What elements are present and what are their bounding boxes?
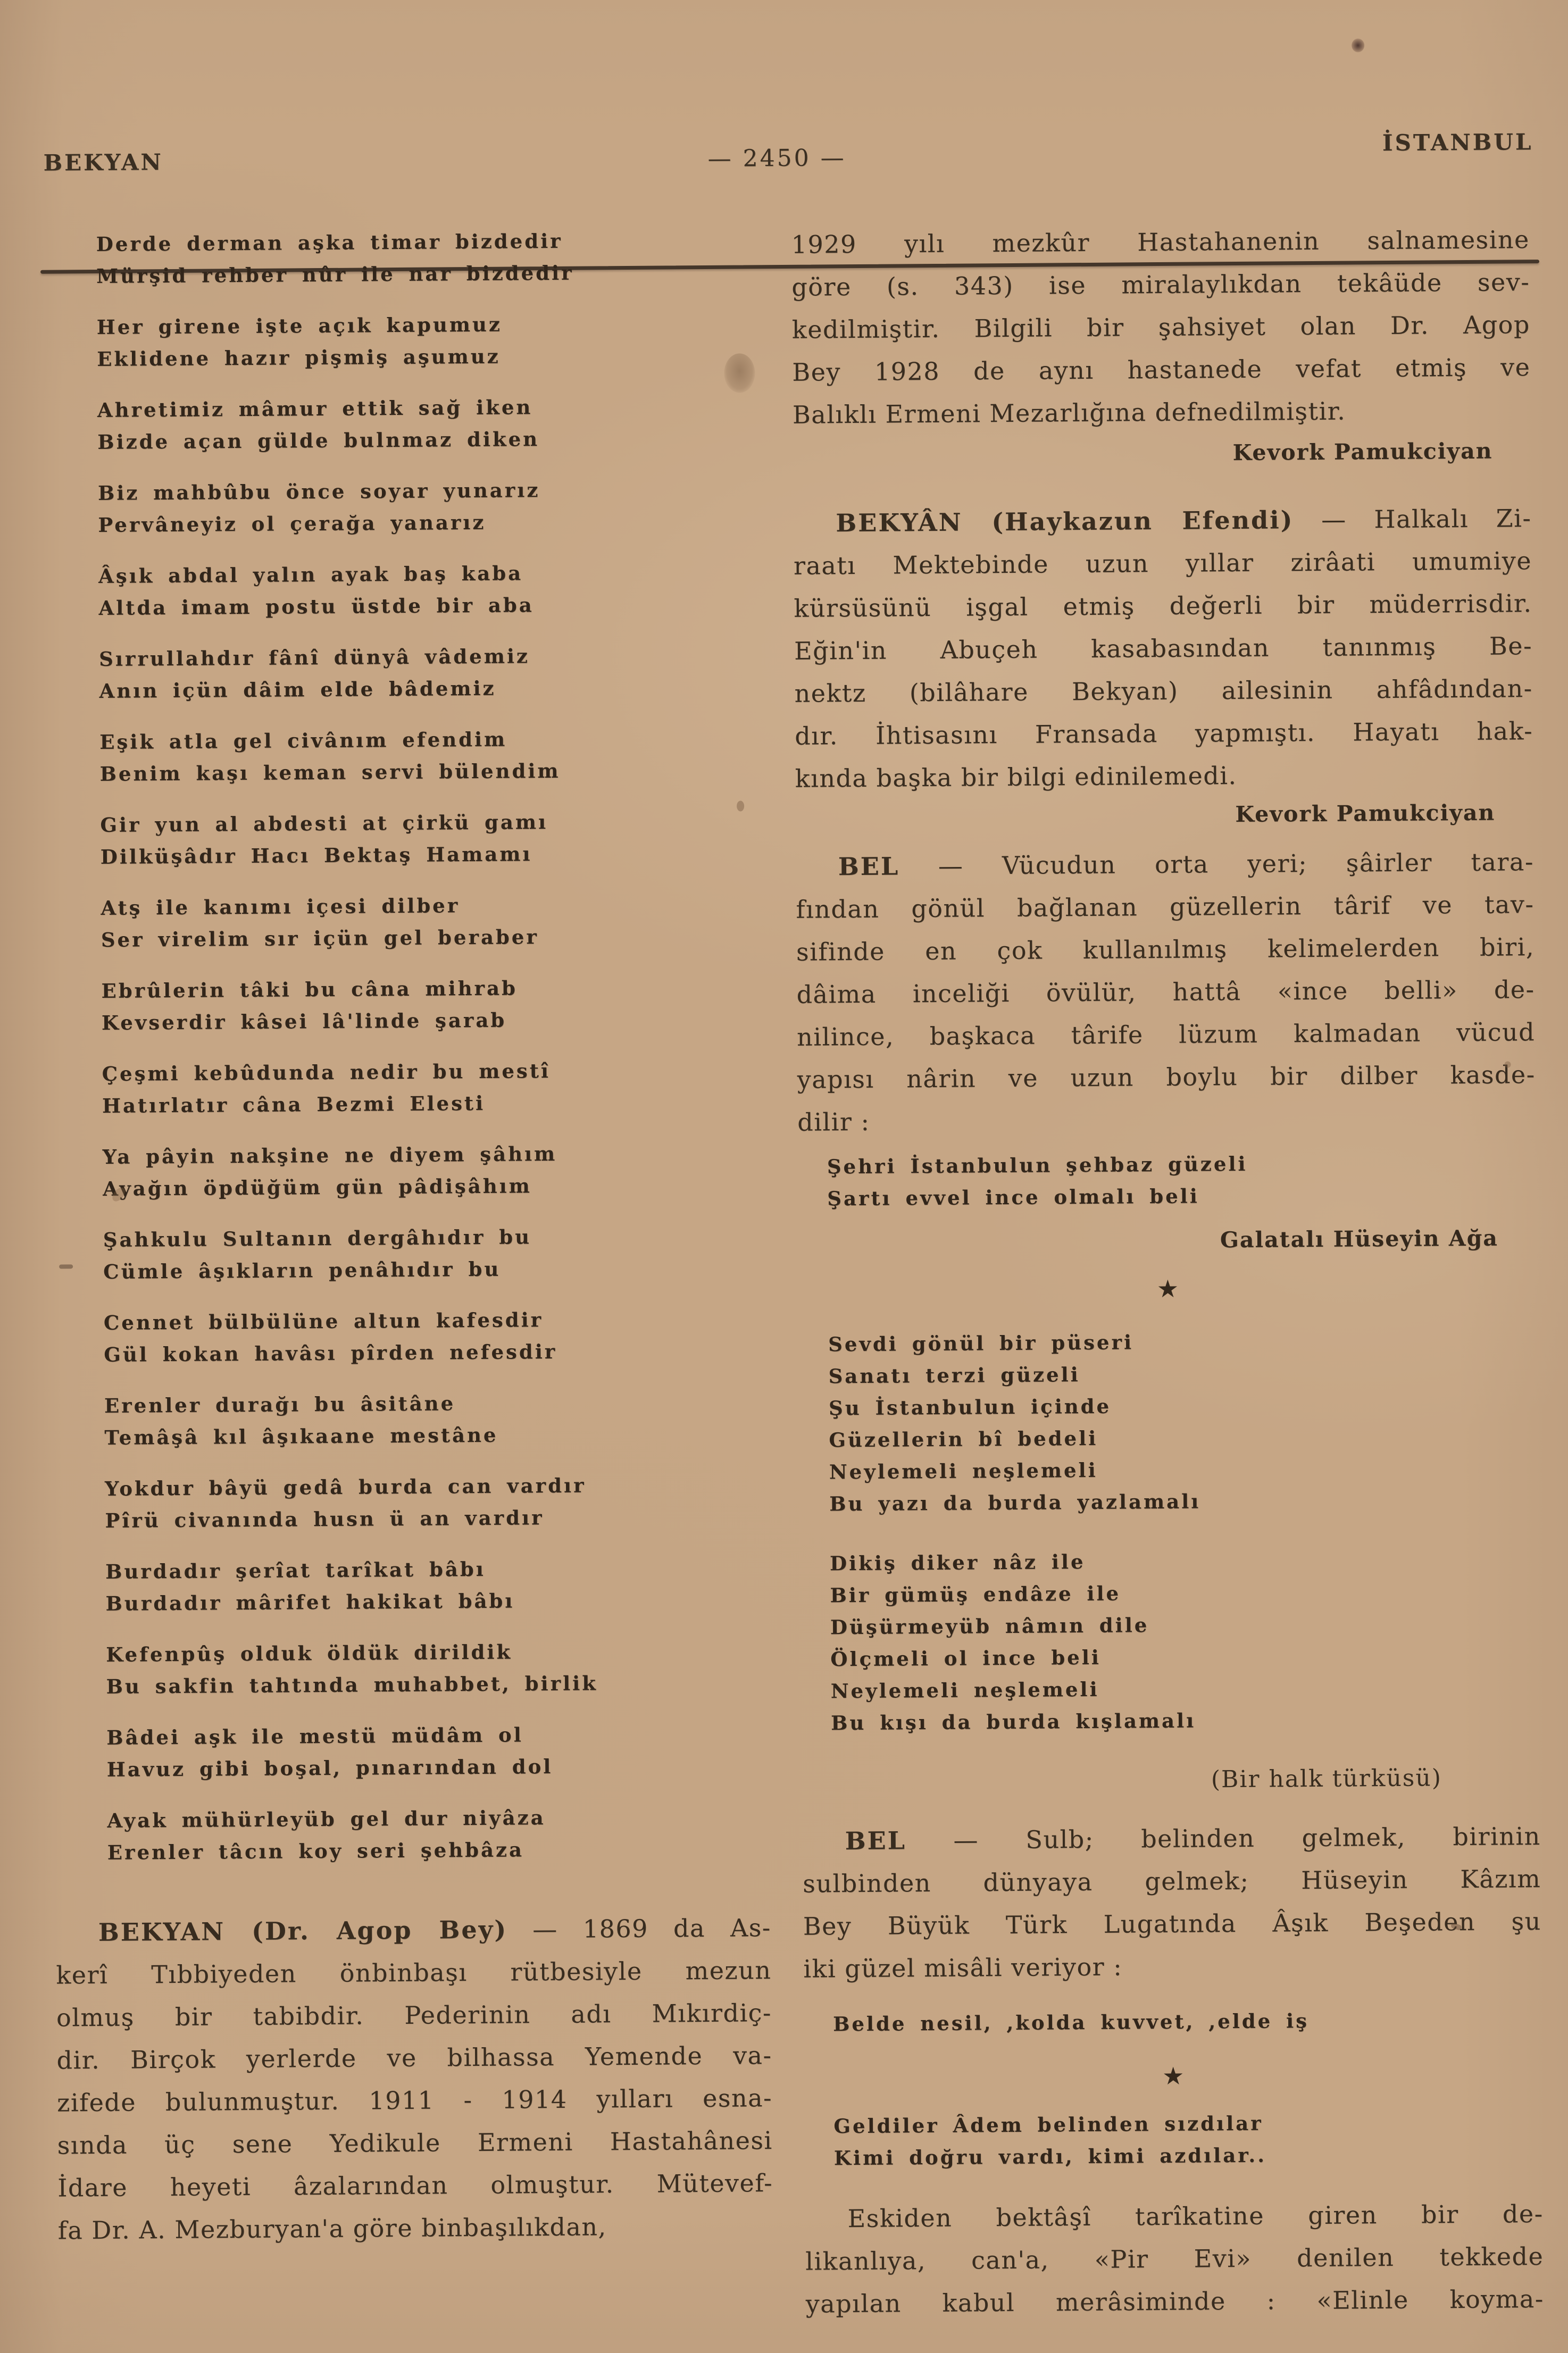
entry-text-line: sulbinden dünyaya gelmek; Hüseyin Kâzım [803,1864,1541,1898]
entry-text-line: raatı Mektebinde uzun yıllar zirâati umumiye [793,546,1532,580]
paper-speck [1505,1061,1511,1067]
entry-text-line: yapılan kabul merâsiminde : «Elinle koyma- [805,2284,1544,2318]
entry-text-line: dilir : [797,1107,870,1137]
verse-line: Çeşmi kebûdunda nedir bu mestî [102,1059,551,1086]
entry-text-line: göre (s. 343) ise miralaylıkdan tekâüde sev- [791,268,1530,302]
verse-line: Burdadır mârifet hakikat bâbı [105,1589,515,1615]
poem-stanza [106,1717,770,1785]
poem-stanza [97,389,761,458]
poem-stanza [101,887,764,956]
closing-paragraph [805,2192,1544,2325]
verse-line: Yokdur bâyü gedâ burda can vardır [104,1473,586,1500]
poem-stanzas [44,223,771,1868]
entry-text-line: nilince, başkaca târife lüzum kalmadan vücud [796,1017,1536,1052]
verse-line: Bu kışı da burda kışlamalı [831,1708,1196,1735]
left-column [44,223,774,2251]
entry-text-line: sında üç sene Yedikule Ermeni Hastahânesi [57,2126,773,2160]
entry-text-line: zifede bulunmuştur. 1911 - 1914 yılları esna- [56,2083,773,2117]
entry-bel-2 [802,1815,1541,1990]
verse-line: Sırrullahdır fânî dünyâ vâdemiz [99,644,530,671]
folk-song-attribution: (Bir halk türküsü) [1211,1764,1442,1793]
poem-stanza [102,1053,765,1122]
right-column [791,218,1544,2325]
entry-bekyan-haykazun [793,497,1533,800]
entry-first-rest: — 1869 da As- [507,1913,772,1944]
entry-text-line: İdare heyeti âzalarından olmuştur. Mütevef- [57,2168,773,2202]
entry-first-rest: — Halkalı Zi- [1294,504,1532,535]
entry-headword: BEKYAN (Dr. Agop Bey) [98,1915,508,1947]
star-separator-icon: ★ [1156,1274,1179,1304]
entry-text-line: kürsüsünü işgal etmiş değerli bir müderrisdir. [794,589,1532,623]
verse-line: Ayağın öpdüğüm gün pâdişâhım [102,1174,532,1200]
verse-line: Kimi doğru vardı, kimi azdılar.. [833,2143,1267,2170]
ink-blot [724,353,755,393]
entry-first-rest: — Vücudun orta yeri; şâirler tara- [899,847,1534,881]
entry-headword: BEL [845,1826,907,1856]
entry-text-line: iki güzel misâli veriyor : [803,1952,1123,1983]
verse-line: Bâdei aşk ile mestü müdâm ol [106,1723,523,1749]
entry-text-line: kedilmiştir. Bilgili bir şahsiyet olan Dr. Agop [791,310,1531,344]
entry-text-line: Eskiden bektâşî tarîkatine giren bir de- [847,2199,1544,2233]
entry-text-line: olmuş bir tabibdir. Pederinin adı Mıkırdiç- [56,1998,772,2032]
verse-line: Biz mahbûbu önce soyar yunarız [97,478,540,505]
poem-stanza [107,1800,771,1868]
entry-text-line: yapısı nârin ve uzun boylu bir dilber kasde- [797,1060,1536,1094]
verse-line: Gir yun al abdesti at çirkü gamı [100,810,548,837]
page-number: — 2450 — [707,144,846,172]
entry-text-line: likanlıya, can'a, «Pir Evi» denilen tekkede [805,2242,1544,2276]
verse-line: Cennet bülbülüne altun kafesdir [103,1308,544,1334]
entry-text-line: fa Dr. A. Mezburyan'a göre binbaşılıkdan, [57,2212,607,2245]
poem-stanza [105,1551,769,1620]
poem-stanza [99,638,763,707]
verse-line: Altda imam postu üstde bir aba [98,593,534,620]
verse-line: Her girene işte açık kapumuz [96,312,503,339]
entry-text-line: kerî Tıbbiyeden önbinbaşı rütbesiyle mezun [56,1956,772,1990]
entry-first-line [56,1906,772,1954]
poem-stanza [104,1385,768,1454]
verse-line: Kefenpûş olduk öldük dirildik [106,1640,513,1666]
entry-text-line: sifinde en çok kullanılmış kelimelerden biri, [796,932,1535,966]
entry-text-line: kında başka bir bilgi edinilemedi. [795,761,1237,793]
verse-belde [804,2003,1542,2040]
entry-continuation [791,218,1531,436]
entry-text-line: Eğin'in Abuçeh kasabasından tanınmış Be- [794,631,1533,665]
poem-stanza [101,970,765,1039]
verse-line: Mürşid rehber nûr ile nar bizdedir [96,261,574,288]
entry-first-rest: — Sulb; belinden gelmek, birinin [906,1822,1541,1855]
entry-text-line: Bey 1928 de aynı hastanede vefat etmiş ve [792,353,1531,387]
verse-line: Eklidene hazır pişmiş aşumuz [97,344,501,371]
verse-line: Şartı evvel ince olmalı beli [827,1184,1199,1211]
poet-signature: Galatalı Hüseyin Ağa [1220,1225,1499,1253]
verse-line: Neylemeli neşlemeli [829,1458,1098,1484]
verse-line: Erenler tâcın koy seri şehbâza [107,1838,524,1864]
star-separator-icon: ★ [1162,2061,1185,2091]
poem-stanza [103,1136,766,1205]
verse-line: Erenler durağı bu âsitâne [104,1391,456,1417]
author-signature: Kevork Pamukciyan [1232,438,1493,466]
entry-first-line [796,840,1534,888]
entry-text-line: dir. Birçok yerlerde ve bilhassa Yemende va- [56,2041,772,2075]
verse-line: Havuz gibi boşal, pınarından dol [106,1755,553,1781]
poem-stanza [96,223,760,292]
verse-line: Ayak mühürleyüb gel dur niyâza [107,1806,546,1832]
verse-line: Pîrü civanında husn ü an vardır [105,1506,544,1532]
verse-line: Şu İstanbulun içinde [828,1394,1112,1420]
folk-song-stanza [828,1323,1538,1520]
verse-line: Ölçmeli ol ince beli [830,1645,1102,1671]
verse-line: Dikiş diker nâz ile [829,1550,1086,1575]
verse-line: Burdadır şerîat tarîkat bâbı [105,1557,486,1583]
verse-line: Anın içün dâim elde bâdemiz [99,676,496,703]
verse-line: Benim kaşı keman servi bülendim [99,758,561,786]
verse-line: Bir gümüş endâze ile [830,1581,1121,1607]
verse-line: Neylemeli neşlemeli [830,1677,1099,1703]
poem-stanza [100,804,764,873]
verse-line: Dilküşâdır Hacı Bektaş Hamamı [100,842,532,869]
verse-line: Ser virelim sır içün gel beraber [101,925,539,952]
poem-stanza [97,306,761,375]
verse-line: Ebrûlerin tâki bu câna mihrab [101,976,518,1003]
couplet-sehri [798,1146,1537,1215]
verse-line: Temâşâ kıl âşıkaane mestâne [104,1423,498,1449]
author-signature: Kevork Pamukciyan [1235,799,1496,828]
folk-song [799,1323,1540,1739]
verse-line: Âşık abdal yalın ayak baş kaba [98,561,523,588]
entry-text-line: nektz (bilâhare Bekyan) ailesinin ahfâdından- [794,674,1533,708]
entry-bekyan-agop [56,1906,773,2251]
entry-first-line [802,1815,1541,1863]
verse-line: Hatırlatır câna Bezmi Elesti [102,1091,486,1117]
verse-line: Kevserdir kâsei lâ'linde şarab [101,1008,507,1034]
verse-line: Düşürmeyüb nâmın dile [830,1613,1149,1639]
verse-line: Cümle âşıkların penâhıdır bu [103,1257,501,1283]
poem-stanza [99,721,763,790]
verse-line: Belde nesil, ,kolda kuvvet, ,elde iş [832,2009,1310,2036]
paper-speck [59,1264,73,1269]
verse-line: Şahkulu Sultanın dergâhıdır bu [103,1225,532,1251]
verse-line: Bu yazı da burda yazlamalı [829,1489,1201,1516]
poem-stanza [105,1468,769,1537]
verse-line: Güzellerin bî bedeli [829,1426,1098,1452]
verse-line: Bu sakfin tahtında muhabbet, birlik [106,1671,598,1698]
couplet-geldiler [804,2105,1543,2174]
verse-line: Ya pâyin nakşine ne diyem şâhım [102,1141,557,1169]
verse-line: Gül kokan havâsı pîrden nefesdir [104,1339,557,1366]
verse-line: Derde derman aşka timar bizdedir [96,229,563,256]
header-volume-word: İSTANBUL [1382,129,1533,156]
poem-stanza [106,1634,770,1703]
verse-line: Pervâneyiz ol çerağa yanarız [98,510,486,537]
verse-line: Eşik atla gel civânım efendim [99,727,507,754]
poem-stanza [104,1302,768,1371]
entry-text-line: fından gönül bağlanan güzellerin târif ve tav- [796,890,1534,924]
entry-headword: BEKYÂN (Haykazun Efendi) [836,505,1294,538]
entry-text-line: dır. İhtisasını Fransada yapmıştı. Hayatı hak- [795,716,1533,750]
verse-line: Bizde açan gülde bulnmaz diken [97,427,540,454]
entry-text-line: Bey Büyük Türk Lugatında Âşık Beşeden şu [803,1907,1541,1941]
verse-line: Şehri İstanbulun şehbaz güzeli [827,1152,1248,1179]
poem-stanza [98,472,762,541]
entry-text-line: dâima inceliği övülür, hattâ «ince belli» de- [796,975,1535,1009]
verse-line: Geldiler Âdem belinden sızdılar [833,2111,1263,2138]
folk-song-stanza [830,1542,1540,1739]
verse-line: Ahretimiz mâmur ettik sağ iken [97,395,533,422]
entry-first-line [793,497,1532,545]
poem-stanza [103,1219,767,1288]
entry-bel-1 [796,840,1536,1144]
verse-line: Atş ile kanımı içesi dilber [101,894,460,920]
entry-headword: BEL [838,852,900,881]
header-entry-word: BEKYAN [43,149,163,176]
entry-text-line: 1929 yılı mezkûr Hastahanenin salnamesine [791,225,1530,259]
poem-stanza [98,555,762,624]
paper-speck [1352,38,1364,52]
entry-text-line: Balıklı Ermeni Mezarlığına defnedilmiştir. [792,396,1346,429]
verse-line: Sanatı terzi güzeli [828,1363,1080,1388]
paper-speck [737,801,744,812]
verse-line: Sevdi gönül bir püseri [828,1330,1134,1356]
